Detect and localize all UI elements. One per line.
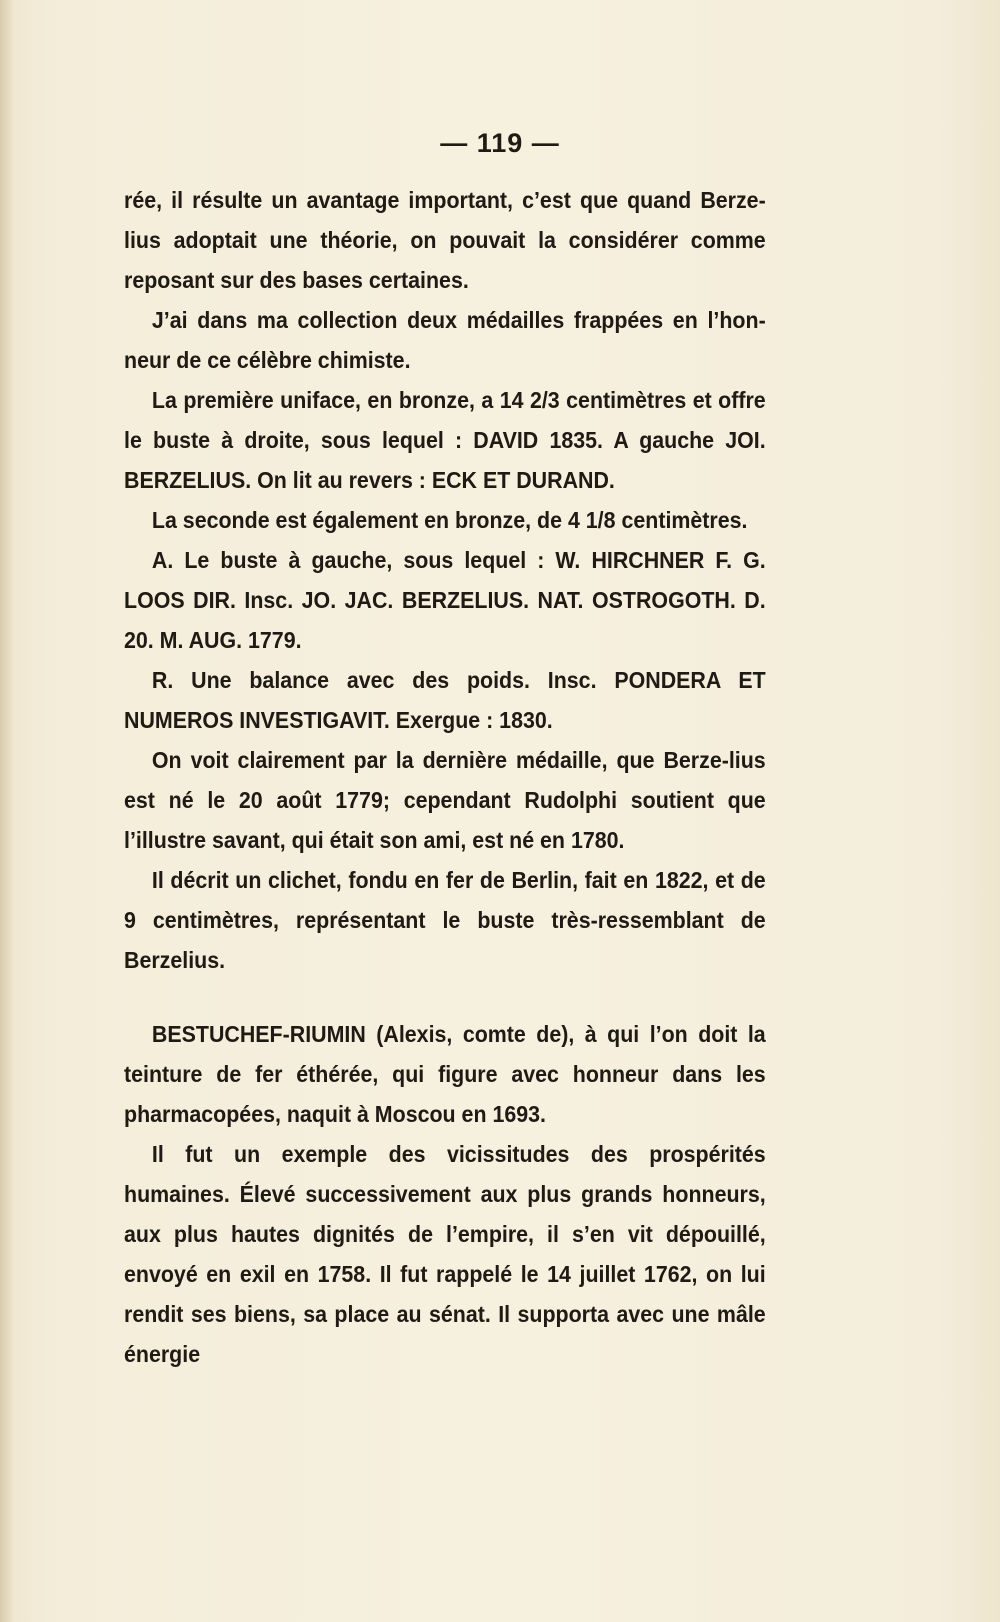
paragraph: R. Une balance avec des poids. Insc. PONDERA ET NUMEROS INVESTIGAVIT. Exergue : 1830. <box>124 667 766 733</box>
page-body <box>124 180 766 1374</box>
paragraph: rée, il résulte un avantage important, c’est que quand Berze-lius adoptait une théorie, on pouvait la considérer comme reposant sur des bases certaines. <box>124 187 766 293</box>
berzelius-entry <box>124 180 766 980</box>
paragraph: J’ai dans ma collection deux médailles frappées en l’hon-neur de ce célèbre chimiste. <box>124 307 766 373</box>
paragraph: Il décrit un clichet, fondu en fer de Berlin, fait en 1822, et de 9 centimètres, représentant le buste très-ressemblant de Berzelius. <box>124 867 766 973</box>
paragraph: La seconde est également en bronze, de 4 1/8 centimètres. <box>151 507 748 533</box>
page-edge-shadow <box>0 0 14 1622</box>
entry-heading-paragraph: BESTUCHEF-RIUMIN (Alexis, comte de), à qui l’on doit la teinture de fer éthérée, qui figure avec honneur dans les pharmacopées, naquit à Moscou en 1693. <box>124 1021 766 1127</box>
paragraph: A. Le buste à gauche, sous lequel : W. HIRCHNER F. G. LOOS DIR. Insc. JO. JAC. BERZELIUS. NAT. OSTROGOTH. D. 20. M. AUG. 1779. <box>124 547 766 653</box>
bestuchef-entry <box>124 1014 766 1374</box>
paragraph: On voit clairement par la dernière médaille, que Berze-lius est né le 20 août 1779; cependant Rudolphi soutient que l’illustre savant, qui était son ami, est né en 1780. <box>124 747 766 853</box>
page-number: — 119 — <box>440 128 560 158</box>
paragraph: La première uniface, en bronze, a 14 2/3 centimètres et offre le buste à droite, sous lequel : DAVID 1835. A gauche JOI. BERZELIUS. On lit au revers : ECK ET DURAND. <box>124 387 766 493</box>
paragraph: Il fut un exemple des vicissitudes des prospérités humaines. Élevé successivement aux plus grands honneurs, aux plus hautes dignités de l’empire, il s’en vit dépouillé, envoyé en exil en 1758. Il fut rappelé le 14 juillet 1762, on lui rendit ses biens, sa place au sénat. Il supporta avec une mâle énergie <box>124 1141 766 1367</box>
